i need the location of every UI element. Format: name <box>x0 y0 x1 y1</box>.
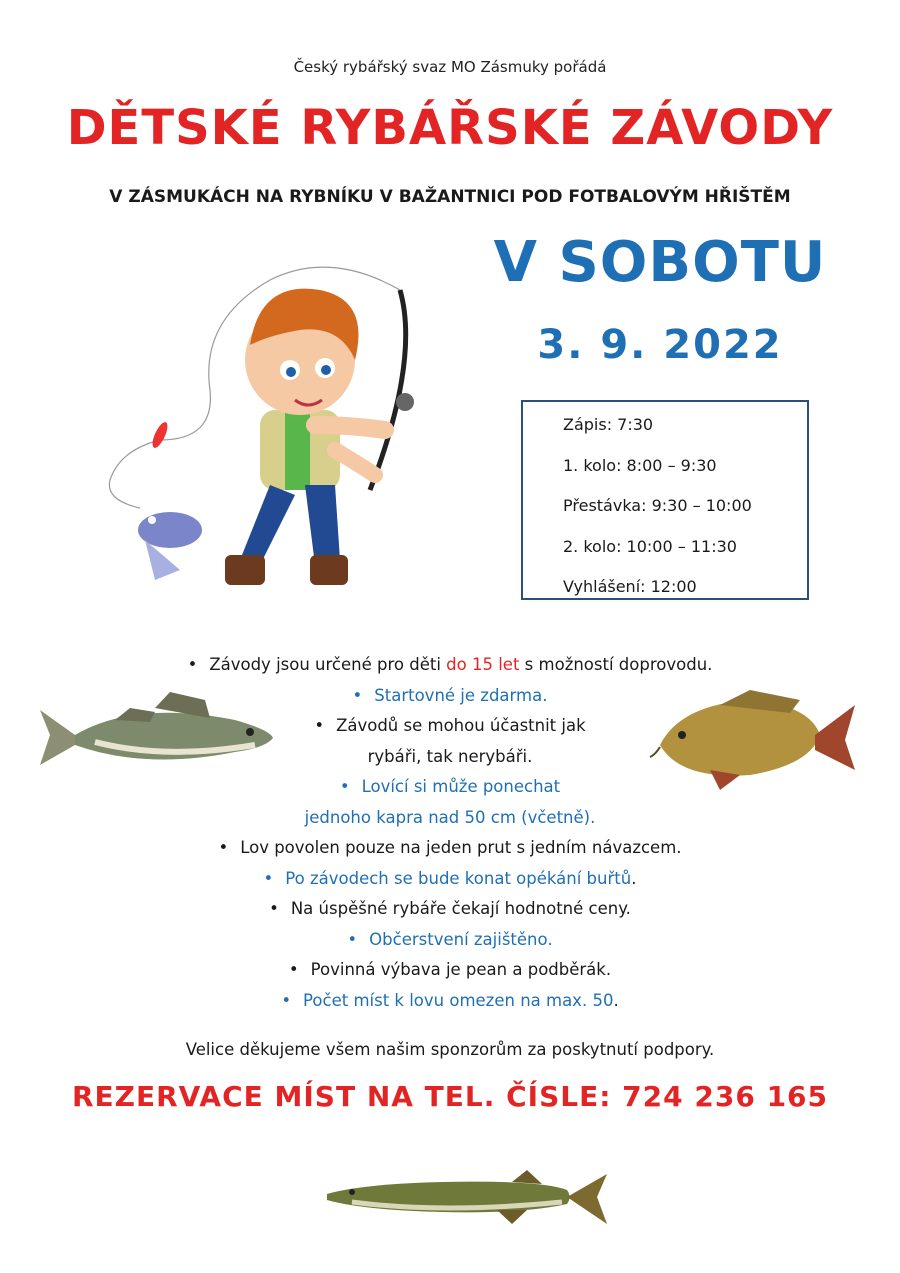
boy-fishing-illustration <box>100 240 430 620</box>
rules-list <box>150 650 750 1016</box>
rule-text: Na úspěšné rybáře čekají hodnotné ceny. <box>290 899 631 918</box>
rule-text: Počet míst k lovu omezen na max. 50 <box>303 990 614 1010</box>
pike-fish-illustration <box>322 1162 612 1232</box>
rule-prizes <box>150 894 750 925</box>
rule-fee <box>150 681 750 712</box>
rule-equipment <box>150 955 750 986</box>
schedule-item: 1. kolo: 8:00 – 9:30 <box>563 455 717 475</box>
rule-participants <box>150 711 750 742</box>
sponsors-thanks: Velice děkujeme všem našim sponzorům za poskytnutí podpory. <box>185 1040 715 1059</box>
rule-age <box>150 650 750 681</box>
bullet-icon: • <box>269 899 279 918</box>
bullet-icon: • <box>352 685 363 705</box>
bullet-icon: • <box>263 868 274 888</box>
rule-text: Povinná výbava je pean a podběrák. <box>310 960 612 979</box>
rule-capacity <box>150 986 750 1017</box>
event-date: 3. 9. 2022 <box>537 322 783 368</box>
organizer-line: Český rybářský svaz MO Zásmuky pořádá <box>293 58 607 76</box>
rule-text: rybáři, tak nerybáři. <box>367 746 533 766</box>
bullet-icon: • <box>314 716 325 735</box>
bullet-icon: • <box>347 929 358 949</box>
rule-text: Lovící si může ponechat <box>361 777 561 796</box>
rule-age-highlight: do 15 let <box>446 655 520 674</box>
schedule-item: Zápis: 7:30 <box>563 415 654 434</box>
rule-text: Závodů se mohou účastnit jak <box>336 716 586 735</box>
rule-keep-carp-cont <box>150 803 750 834</box>
bullet-icon: • <box>339 777 350 796</box>
event-location: V ZÁSMUKÁCH NA RYBNÍKU V BAŽANTNICI POD FOTBALOVÝM HŘIŠTĚM <box>109 187 791 207</box>
rule-barbecue <box>150 864 750 895</box>
rule-keep-carp <box>150 772 750 803</box>
reservation-phone: REZERVACE MÍST NA TEL. ČÍSLE: 724 236 165 <box>71 1080 829 1113</box>
schedule-item: 2. kolo: 10:00 – 11:30 <box>563 536 737 556</box>
rule-text: Startovné je zdarma. <box>374 685 548 705</box>
rule-text: . <box>613 990 619 1010</box>
schedule-item: Vyhlášení: 12:00 <box>563 577 697 596</box>
bullet-icon: • <box>218 838 229 857</box>
schedule-box <box>521 400 809 600</box>
bullet-icon: • <box>187 655 198 674</box>
rule-text: Lov povolen pouze na jeden prut s jedním návazcem. <box>240 838 682 857</box>
bullet-icon: • <box>281 990 292 1010</box>
rule-text: . <box>631 868 637 888</box>
rule-rod <box>150 833 750 864</box>
rule-text: Závody jsou určené pro děti <box>209 655 447 674</box>
rule-participants-cont <box>150 742 750 773</box>
rule-refreshments <box>150 925 750 956</box>
bullet-icon: • <box>288 960 299 979</box>
rule-text: s možností doprovodu. <box>519 655 713 674</box>
event-day: V SOBOTU <box>493 230 827 295</box>
event-title: DĚTSKÉ RYBÁŘSKÉ ZÁVODY <box>66 100 834 156</box>
rule-text: Občerstvení zajištěno. <box>369 929 553 949</box>
rule-text: Po závodech se bude konat opékání buřtů <box>285 868 632 888</box>
schedule-item: Přestávka: 9:30 – 10:00 <box>563 496 752 515</box>
rule-text: jednoho kapra nad 50 cm (včetně). <box>304 807 596 827</box>
